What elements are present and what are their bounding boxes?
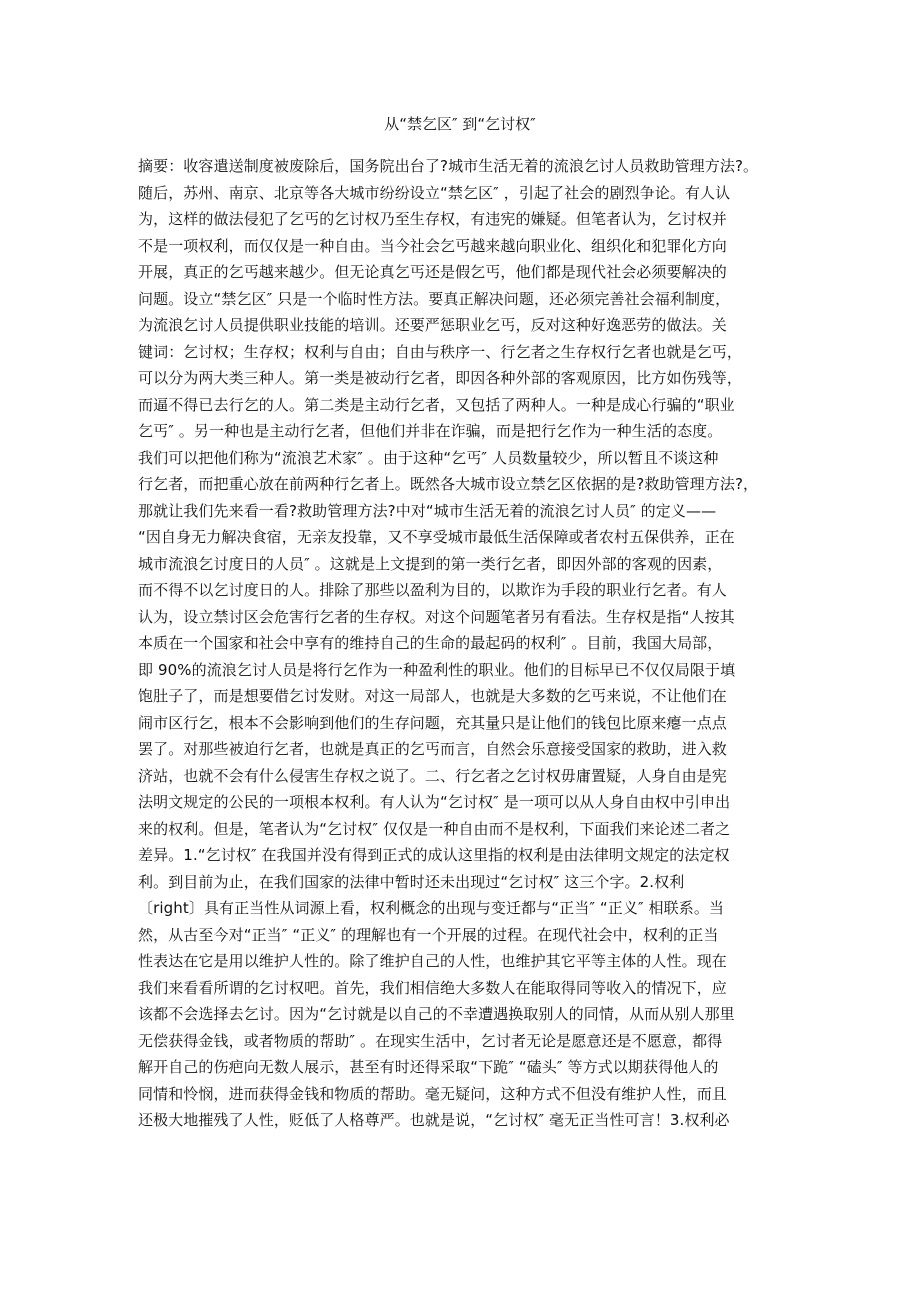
body-text-line: 罢了。对那些被迫行乞者，也就是真正的乞丐而言，自然会乐意接受国家的救助，进入救 [138, 740, 727, 758]
body-text-line: 为，这样的做法侵犯了乞丐的乞讨权乃至生存权，有违宪的嫌疑。但笔者认为，乞讨权并 [138, 210, 727, 228]
body-text-line: 该都不会选择去乞讨。因为“乞讨就是以自己的不幸遭遇换取别人的同情，从而从别人那里 [138, 1005, 735, 1023]
body-text-line: 解开自己的伤疤向无数人展示，甚至有时还得采取“下跪″ “磕头″ 等方式以期获得他人的 [138, 1058, 719, 1076]
body-text-line: 随后，苏州、南京、北京等各大城市纷纷设立“禁乞区″ ，引起了社会的剧烈争论。有人认 [138, 183, 731, 202]
body-text-line: 〔right〕具有正当性从词源上看，权利概念的出现与变迁都与“正当″ “正义″ 相联系。当 [138, 899, 725, 917]
body-text-line: 还极大地摧残了人性，贬低了人格尊严。也就是说，“乞讨权″ 毫无正当性可言！3.权利必 [138, 1111, 730, 1129]
body-text-line: 我们来看看所谓的乞讨权吧。首先，我们相信绝大多数人在能取得同等收入的情况下，应 [138, 978, 727, 997]
body-text-line: 开展，真正的乞丐越来越少。但无论真乞丐还是假乞丐，他们都是现代社会必须要解决的 [138, 263, 727, 281]
body-text-line: 闹市区行乞，根本不会影响到他们的生存问题，充其量只是让他们的钱包比原来瘪一点点 [138, 713, 727, 732]
body-text-line: 问题。设立“禁乞区″ 只是一个临时性方法。要真正解决问题，还必须完善社会福利制度， [138, 289, 731, 308]
document-title: 从“禁乞区″ 到“乞讨权″ [384, 115, 536, 133]
body-text-line: 无偿获得金钱，或者物质的帮助″ 。在现实生活中，乞讨者无论是愿意还是不愿意，都得 [138, 1031, 723, 1050]
body-text-line: 即 90%的流浪乞讨人员是将行乞作为一种盈利性的职业。他们的目标早已不仅仅局限于填 [138, 660, 736, 679]
body-text-line: 同情和怜悯，进而获得金钱和物质的帮助。毫无疑问，这种方式不但没有维护人性，而且 [138, 1084, 727, 1103]
body-text-line: 差异。1.“乞讨权″ 在我国并没有得到正式的成认这里指的权利是由法律明文规定的法定权 [138, 846, 730, 864]
body-text-line: 法明文规定的公民的一项根本权利。有人认为“乞讨权″ 是一项可以从人身自由权中引申出 [138, 793, 731, 811]
body-text-line: 我们可以把他们称为“流浪艺术家″ 。由于这种“乞丐″ 人员数量较少，所以暂且不谈这种 [138, 448, 719, 467]
body-text-line: 性表达在它是用以维护人性的。除了维护自己的人性，也维护其它平等主体的人性。现在 [138, 952, 727, 970]
body-text-line: 摘要：收容遣送制度被废除后，国务院出台了?城市生活无着的流浪乞讨人员救助管理方法?。 [138, 157, 759, 175]
body-text-line: 来的权利。但是，笔者认为“乞讨权″ 仅仅是一种自由而不是权利，下面我们来论述二者之 [138, 819, 731, 838]
body-text-line: 饱肚子了，而是想要借乞讨发财。对这一局部人，也就是大多数的乞丐来说，不让他们在 [138, 687, 727, 705]
body-text-line: 利。到目前为止，在我们国家的法律中暂时还未出现过“乞讨权″ 这三个字。2.权利 [138, 872, 685, 891]
document-body [138, 153, 788, 1134]
body-text-line: 那就让我们先来看一看?救助管理方法?中对“城市生活无着的流浪乞讨人员″ 的定义—— [138, 501, 717, 520]
body-text-line: 城市流浪乞讨度日的人员″ 。这就是上文提到的第一类行乞者，即因外部的客观的因素， [138, 554, 723, 573]
body-text-line: 认为，设立禁讨区会危害行乞者的生存权。对这个问题笔者另有看法。生存权是指“人按其 [138, 607, 735, 626]
body-text-line: 而不得不以乞讨度日的人。排除了那些以盈利为目的，以欺诈为手段的职业行乞者。有人 [138, 581, 727, 599]
body-text-line: 乞丐″ 。另一种也是主动行乞者，但他们并非在诈骗，而是把行乞作为一种生活的态度。 [138, 422, 723, 440]
body-text-line: 不是一项权利，而仅仅是一种自由。当今社会乞丐越来越向职业化、组织化和犯罪化方向 [138, 236, 727, 255]
body-text-line: 可以分为两大类三种人。第一类是被动行乞者，即因各种外部的客观原因，比方如伤残等， [138, 369, 743, 387]
body-text-line: 键词：乞讨权；生存权；权利与自由；自由与秩序一、行乞者之生存权行乞者也就是乞丐， [138, 342, 743, 361]
body-text-line: “因自身无力解决食宿，无亲友投靠，又不享受城市最低生活保障或者农村五保供养，正在 [138, 528, 735, 546]
body-text-line: 然，从古至今对“正当″ “正义″ 的理解也有一个开展的过程。在现代社会中，权利的正当 [138, 925, 719, 944]
body-text-line: 行乞者，而把重心放在前两种行乞者上。既然各大城市设立禁乞区依据的是?救助管理方法?， [138, 475, 759, 493]
body-text-line: 为流浪乞讨人员提供职业技能的培训。还要严惩职业乞丐，反对这种好逸恶劳的做法。关 [138, 316, 727, 334]
body-text-line: 而逼不得已去行乞的人。第二类是主动行乞者，又包括了两种人。一种是成心行骗的“职业 [138, 395, 735, 414]
body-text-line: 济站，也就不会有什么侵害生存权之说了。二、行乞者之乞讨权毋庸置疑，人身自由是宪 [138, 766, 727, 785]
body-text-line: 本质在一个国家和社会中享有的维持自己的生命的最起码的权利″ 。目前，我国大局部， [138, 634, 723, 652]
